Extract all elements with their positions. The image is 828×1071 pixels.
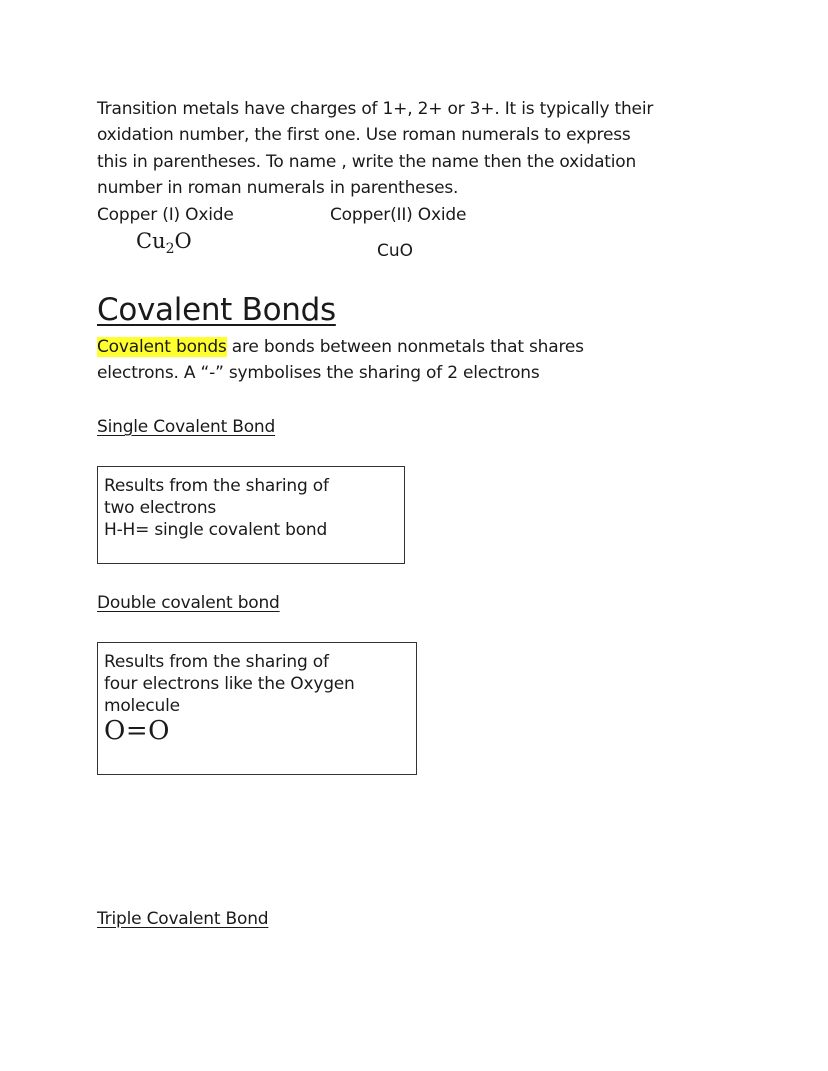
covalent-bonds-heading: Covalent Bonds bbox=[97, 292, 336, 328]
cuo-formula: CuO bbox=[377, 241, 414, 261]
cu2o-formula bbox=[136, 229, 192, 257]
covalent-definition bbox=[97, 334, 737, 387]
cu2o-formula-tail: O bbox=[174, 229, 192, 253]
definition-text-line2: electrons. A “-” symbolises the sharing of 2 electrons bbox=[97, 363, 540, 384]
box-line: H-H= single covalent bond bbox=[104, 520, 328, 540]
box-line: molecule bbox=[104, 696, 180, 716]
triple-covalent-bond-heading: Triple Covalent Bond bbox=[97, 909, 269, 929]
copper-i-oxide-label: Copper (I) Oxide bbox=[97, 205, 234, 225]
copper-ii-oxide-label: Copper(II) Oxide bbox=[330, 205, 467, 225]
oxygen-double-bond-formula: O=O bbox=[104, 716, 170, 746]
highlighted-term: Covalent bonds bbox=[97, 337, 227, 357]
box-line: two electrons bbox=[104, 498, 217, 518]
cu2o-formula-base: Cu bbox=[136, 229, 166, 253]
box-line: four electrons like the Oxygen bbox=[104, 674, 355, 694]
intro-line: this in parentheses. To name , write the name then the oxidation bbox=[97, 151, 637, 172]
definition-text: are bonds between nonmetals that shares bbox=[226, 337, 584, 357]
single-covalent-bond-heading: Single Covalent Bond bbox=[97, 417, 276, 437]
single-bond-box bbox=[97, 466, 405, 564]
double-covalent-bond-heading: Double covalent bond bbox=[97, 593, 280, 613]
double-bond-box bbox=[97, 642, 417, 775]
intro-line: Transition metals have charges of 1+, 2+ or 3+. It is typically their bbox=[97, 99, 654, 119]
intro-line: number in roman numerals in parentheses. bbox=[97, 177, 459, 198]
box-line: Results from the sharing of bbox=[104, 652, 329, 672]
cu2o-formula-subscript: 2 bbox=[165, 241, 175, 257]
intro-paragraph bbox=[97, 96, 737, 201]
box-line: Results from the sharing of bbox=[104, 476, 329, 496]
intro-line: oxidation number, the first one. Use roman numerals to express bbox=[97, 125, 631, 146]
